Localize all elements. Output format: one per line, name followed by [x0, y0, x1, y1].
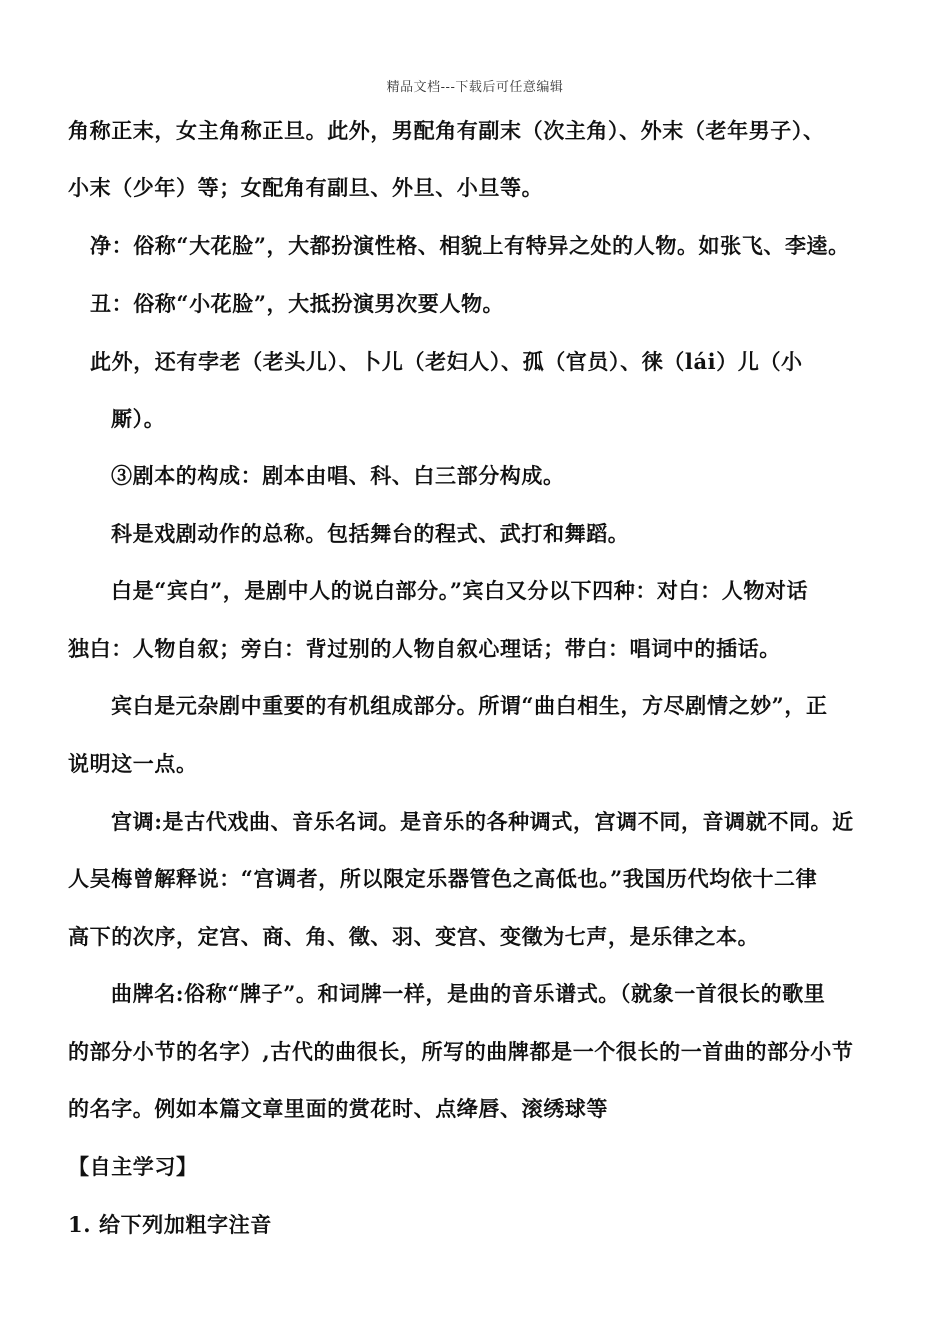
text-line: 独白：人物自叙；旁白：背过别的人物自叙心理话；带白：唱词中的插话。 [68, 636, 781, 661]
text-line: 人吴梅曾解释说：“宫调者，所以限定乐器管色之高低也。”我国历代均依十二律 [68, 866, 818, 891]
text-line: 宾白是元杂剧中重要的有机组成部分。所谓“曲白相生，方尽剧情之妙”，正 [111, 693, 828, 718]
text-line: 的名字。例如本篇文章里面的赏花时、点绛唇、滚绣球等 [68, 1096, 608, 1121]
text-line: 曲牌名:俗称“牌子”。和词牌一样，是曲的音乐谱式。（就象一首很长的歌里 [111, 981, 826, 1006]
text-line: 小末（少年）等；女配角有副旦、外旦、小旦等。 [68, 175, 544, 200]
text-line: 说明这一点。 [68, 751, 198, 776]
text-line: 此外，还有孛老（老头儿）、卜儿（老妇人）、孤（官员）、徕（lái）儿（小 [90, 349, 803, 374]
text-line: 白是“宾白”，是剧中人的说白部分。”宾白又分以下四种：对白：人物对话 [111, 578, 809, 603]
text-line: 宫调:是古代戏曲、音乐名词。是音乐的各种调式，宫调不同，音调就不同。近 [111, 809, 854, 834]
text-line: ③剧本的构成：剧本由唱、科、白三部分构成。 [111, 463, 565, 488]
text-line: 厮）。 [111, 406, 166, 431]
text-line: 净：俗称“大花脸”，大都扮演性格、相貌上有特异之处的人物。如张飞、李逵。 [90, 233, 850, 258]
text-line: 的部分小节的名字）,古代的曲很长，所写的曲牌都是一个很长的一首曲的部分小节 [68, 1039, 854, 1064]
text-line: 丑：俗称“小花脸”，大抵扮演男次要人物。 [90, 291, 505, 316]
text-line: 角称正末，女主角称正旦。此外，男配角有副末（次主角）、外末（老年男子）、 [68, 118, 825, 143]
page-header: 精品文档---下载后可任意编辑 [386, 80, 564, 95]
text-line: 高下的次序，定宫、商、角、徵、羽、变宫、变徵为七声，是乐律之本。 [68, 924, 760, 949]
question-item: 1. 给下列加粗字注音 [68, 1212, 272, 1237]
text-line: 科是戏剧动作的总称。包括舞台的程式、武打和舞蹈。 [111, 521, 630, 546]
section-heading: 【自主学习】 [68, 1154, 198, 1179]
